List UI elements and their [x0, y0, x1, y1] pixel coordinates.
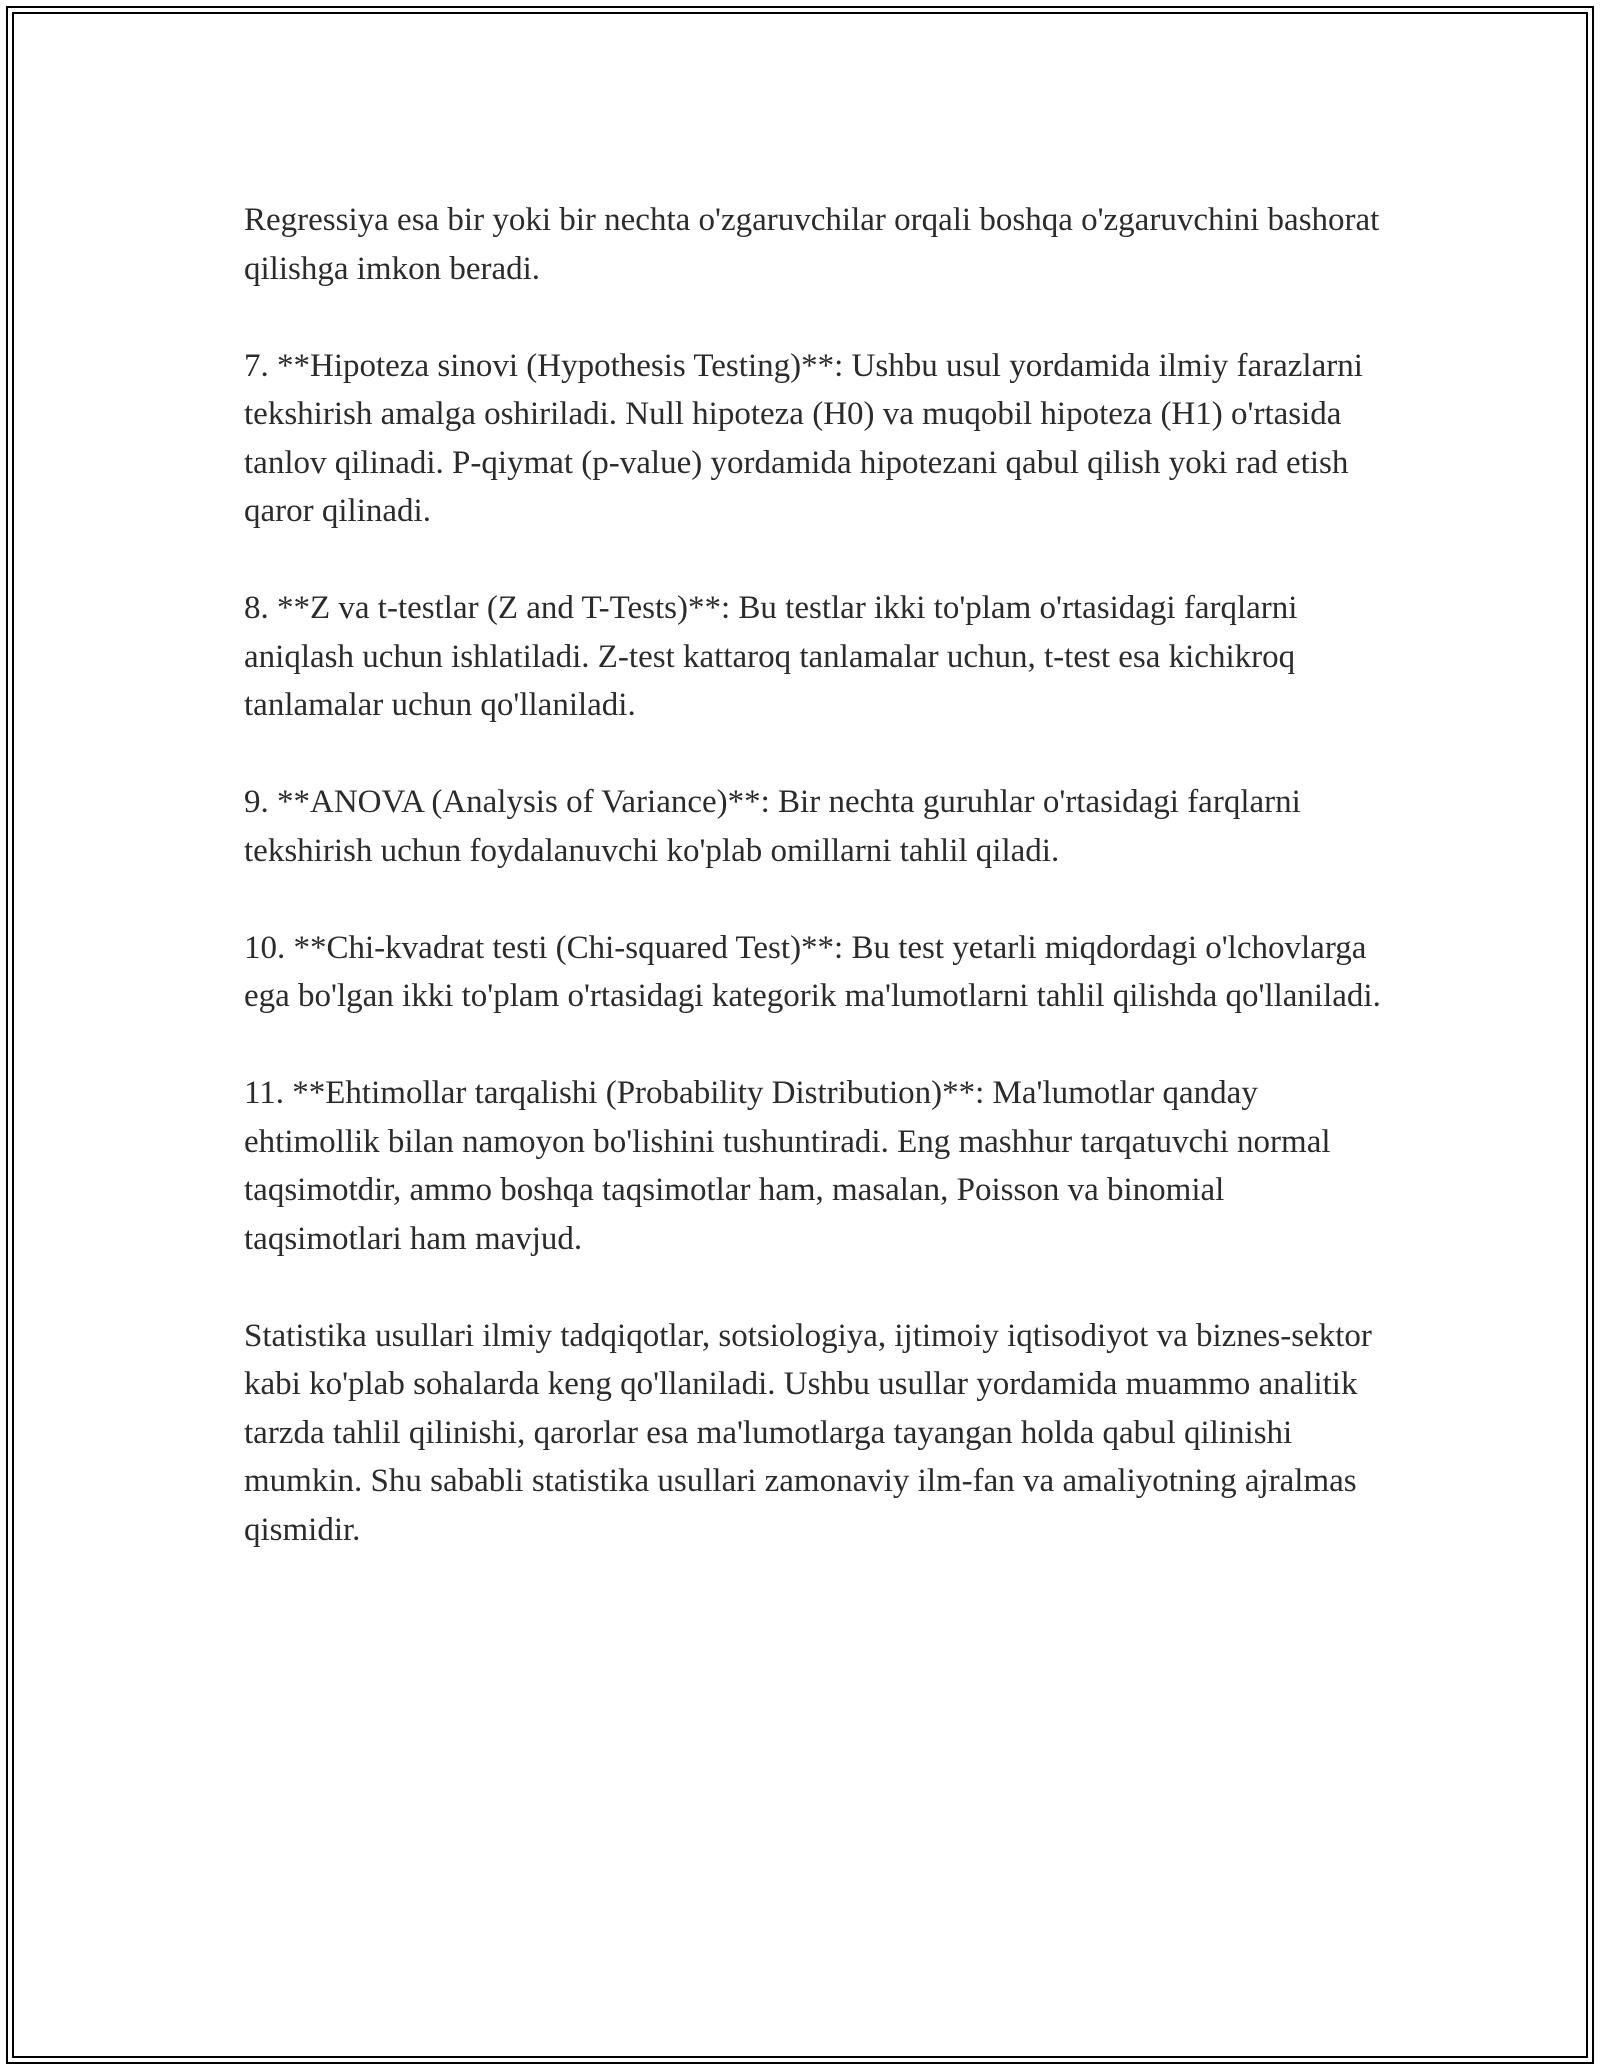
paragraph-z-and-t-tests: 8. **Z va t-testlar (Z and T-Tests)**: Bu testlar ikki to'plam o'rtasidagi farqlarni aniqlash uchun ishlatiladi. Z-test kattaroq tanlamalar uchun, t-test esa kichikroq tanlamalar uchun qo'llaniladi. — [244, 590, 1298, 723]
paragraph-conclusion: Statistika usullari ilmiy tadqiqotlar, sotsiologiya, ijtimoiy iqtisodiyot va biznes-sektor kabi ko'plab sohalarda keng qo'llaniladi. Ushbu usullar yordamida muammo analitik tarzda tahlil qilinishi, qarorlar esa ma'lumotlarga tayangan holda qabul qilinishi mumkin. Shu sababli statistika usullari zamonaviy ilm-fan va amaliyotning ajralmas qismidir. — [244, 1317, 1372, 1548]
page-content — [244, 196, 1384, 1554]
paragraph-hypothesis-testing: 7. **Hipoteza sinovi (Hypothesis Testing)**: Ushbu usul yordamida ilmiy farazlarni tekshirish amalga oshiriladi. Null hipoteza (H0) va muqobil hipoteza (H1) o'rtasida tanlov qilinadi. P-qiymat (p-value) yordamida hipotezani qabul qilish yoki rad etish qaror qilinadi. — [244, 347, 1363, 529]
paragraph-regression-intro: Regressiya esa bir yoki bir nechta o'zgaruvchilar orqali boshqa o'zgaruvchini bashorat qilishga imkon beradi. — [244, 202, 1380, 287]
paragraph-chi-squared-test: 10. **Chi-kvadrat testi (Chi-squared Test)**: Bu test yetarli miqdordagi o'lchovlarga ega bo'lgan ikki to'plam o'rtasidagi kategorik ma'lumotlarni tahlil qilishda qo'llaniladi. — [244, 929, 1381, 1014]
page-frame — [6, 6, 1594, 2064]
paragraph-probability-distribution: 11. **Ehtimollar tarqalishi (Probability Distribution)**: Ma'lumotlar qanday ehtimollik bilan namoyon bo'lishini tushuntiradi. Eng mashhur tarqatuvchi normal taqsimotdir, ammo boshqa taqsimotlar ham, masalan, Poisson va binomial taqsimotlari ham mavjud. — [244, 1075, 1331, 1257]
paragraph-anova: 9. **ANOVA (Analysis of Variance)**: Bir nechta guruhlar o'rtasidagi farqlarni tekshirish uchun foydalanuvchi ko'plab omillarni tahlil qiladi. — [244, 784, 1301, 869]
